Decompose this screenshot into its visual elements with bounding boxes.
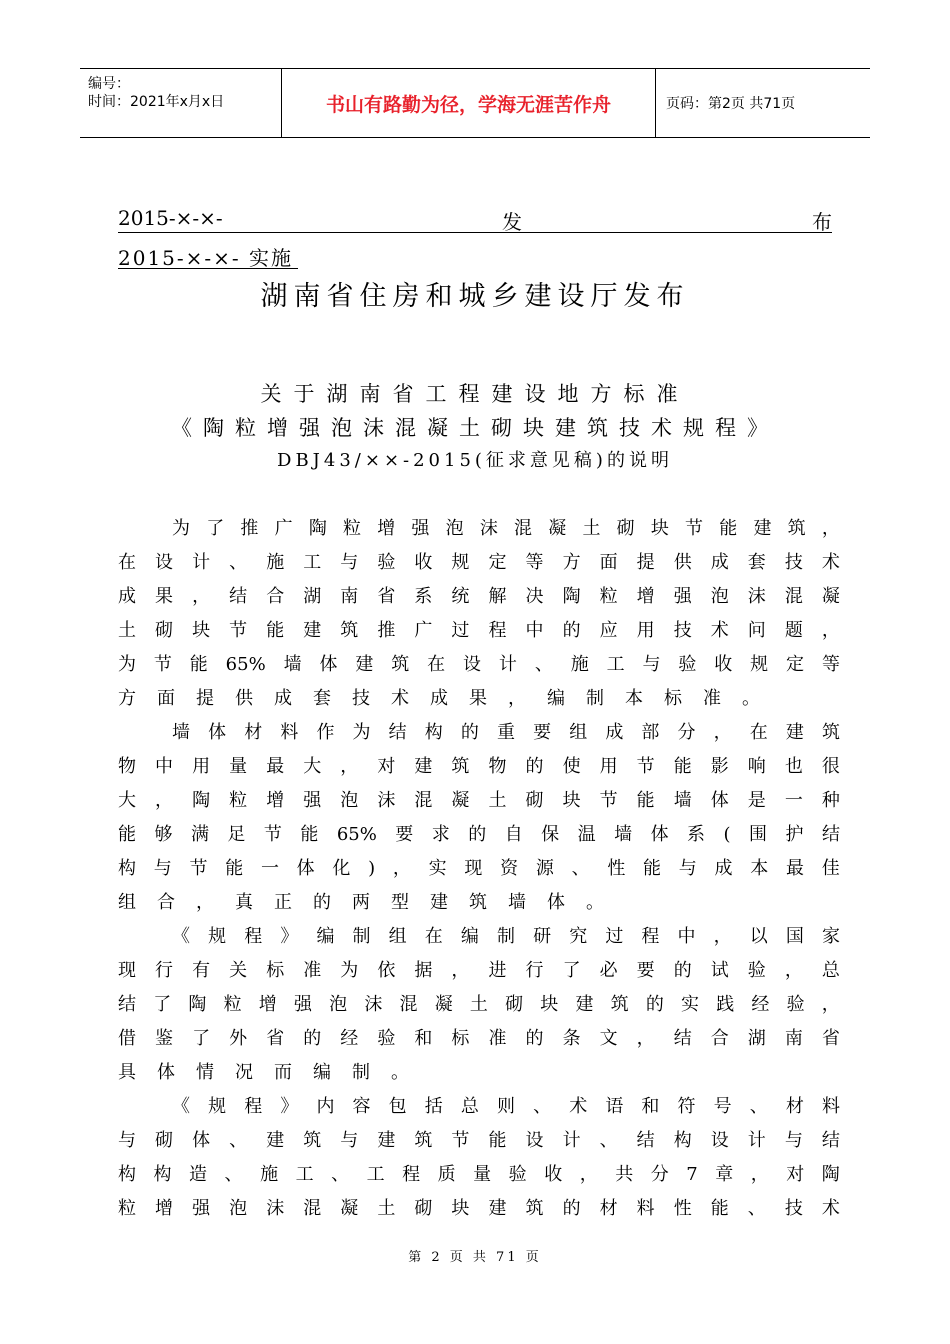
publish-date: 2015-×-×- <box>118 206 223 230</box>
body-line: 在 设 计 、 施 工 与 验 收 规 定 等 方 面 提 供 成 套 技 术 <box>118 552 840 573</box>
title-line-3: DBJ43/××-2015(征求意见稿)的说明 <box>277 450 673 471</box>
publish-date-line <box>118 206 832 233</box>
body-line: 能 够 满 足 节 能 65% 要 求 的 自 保 温 墙 体 系 ( 围 护 结 <box>118 824 840 845</box>
body-line: 《 规 程 》 内 容 包 括 总 则 、 术 语 和 符 号 、 材 料 <box>172 1096 840 1117</box>
body-line: 成 果 ， 结 合 湖 南 省 系 统 解 决 陶 粒 增 强 泡 沫 混 凝 <box>118 586 840 607</box>
body-line: 墙 体 材 料 作 为 结 构 的 重 要 组 成 部 分 ， 在 建 筑 <box>172 722 840 743</box>
body-line: 大 ， 陶 粒 增 强 泡 沫 混 凝 土 砌 块 节 能 墙 体 是 一 种 <box>118 790 840 811</box>
body-line: 构 构 造 、 施 工 、 工 程 质 量 验 收 ， 共 分 7 章 ， 对 陶 <box>118 1164 840 1185</box>
body-line: 为 了 推 广 陶 粒 增 强 泡 沫 混 凝 土 砌 块 节 能 建 筑 ， <box>172 518 840 539</box>
page-code: 页码：第2页 共71页 <box>666 96 796 112</box>
issuer: 湖南省住房和城乡建设厅发布 <box>260 281 690 312</box>
document-header <box>80 68 870 138</box>
title-line-2: 《陶粒增强泡沫混凝土砌块建筑技术规程》 <box>171 416 779 440</box>
body-line: 为 节 能 65% 墙 体 建 筑 在 设 计 、 施 工 与 验 收 规 定 等 <box>118 654 840 675</box>
implement-date: 2015-×-×- 实施 <box>118 242 298 269</box>
time-label: 时间：2021年x月x日 <box>88 94 225 110</box>
header-meta-cell <box>80 69 282 137</box>
motto: 书山有路勤为径，学海无涯苦作舟 <box>282 69 656 137</box>
body-line: 现 行 有 关 标 准 为 依 据 ， 进 行 了 必 要 的 试 验 ， 总 <box>118 960 840 981</box>
body-line: 结 了 陶 粒 增 强 泡 沫 混 凝 土 砌 块 建 筑 的 实 践 经 验 ， <box>118 994 840 1015</box>
body-line: 具 体 情 况 而 编 制 。 <box>118 1062 430 1083</box>
body-line: 《 规 程 》 编 制 组 在 编 制 研 究 过 程 中 ， 以 国 家 <box>172 926 840 947</box>
body-line: 构 与 节 能 一 体 化 ) ， 实 现 资 源 、 性 能 与 成 本 最 佳 <box>118 858 840 879</box>
body-line: 粒 增 强 泡 沫 混 凝 土 砌 块 建 筑 的 材 料 性 能 、 技 术 <box>118 1198 840 1219</box>
body-line: 组 合 ， 真 正 的 两 型 建 筑 墙 体 。 <box>118 892 625 913</box>
body-line: 与 砌 体 、 建 筑 与 建 筑 节 能 设 计 、 结 构 设 计 与 结 <box>118 1130 840 1151</box>
title-line-1: 关于湖南省工程建设地方标准 <box>260 382 690 406</box>
body-line: 土 砌 块 节 能 建 筑 推 广 过 程 中 的 应 用 技 术 问 题 ， <box>118 620 840 641</box>
body-line: 方 面 提 供 成 套 技 术 成 果 ， 编 制 本 标 准 。 <box>118 688 781 709</box>
body-line: 物 中 用 量 最 大 ， 对 建 筑 物 的 使 用 节 能 影 响 也 很 <box>118 756 840 777</box>
publish-bu: 布 <box>812 210 832 234</box>
page-footer: 第 2 页 共 71 页 <box>408 1250 542 1265</box>
body-text <box>118 512 840 1226</box>
publish-fa: 发 <box>502 210 522 234</box>
body-line: 借 鉴 了 外 省 的 经 验 和 标 准 的 条 文 ， 结 合 湖 南 省 <box>118 1028 840 1049</box>
number-label: 编号： <box>88 76 130 92</box>
